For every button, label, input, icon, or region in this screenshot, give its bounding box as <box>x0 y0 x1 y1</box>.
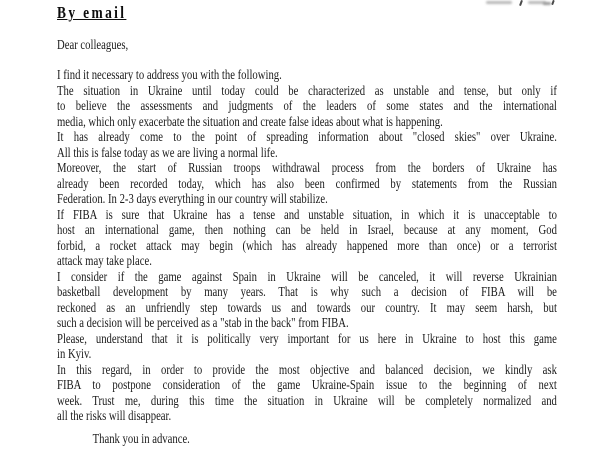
closing-line: Thank you in advance. <box>92 430 190 446</box>
body-line: Moreover, the start of Russian troops withdrawal process from the borders of Ukraine has <box>57 160 557 175</box>
body-line: such a decision will be perceived as a "stab in the back" from FIBA. <box>57 315 349 330</box>
body-line: attack may take place. <box>57 253 152 268</box>
body-line: If FIBA is sure that Ukraine has a tense and unstable situation, in which it is unacceptable to <box>57 206 557 222</box>
body-line: host an international game, then nothing can be held in Israel, because at any moment, God <box>57 222 557 237</box>
body-line: to believe the assessments and judgments of the leaders of some states and the international <box>57 98 557 113</box>
body-line: week. Trust me, during this time the situation in Ukraine will be completely normalized and <box>57 392 557 408</box>
body-line: I consider if the game against Spain in Ukraine will be canceled, it will reverse Ukrainian <box>57 268 557 284</box>
body-line: I find it necessary to address you with the following. <box>57 67 282 82</box>
body-line: Please, understand that it is politically very important for us here in Ukraine to host this game <box>57 330 557 346</box>
body-line: It has already come to the point of spreading information about "closed skies" over Ukraine. <box>57 129 557 144</box>
body-line: The situation in Ukraine until today could be characterized as unstable and tense, but only if <box>57 82 557 98</box>
body-line: forbid, a rocket attack may begin (which has already happened more than once) or a terrorist <box>57 237 557 253</box>
salutation: Dear colleagues, <box>57 37 129 52</box>
body-line: media, which only exacerbate the situation and create false ideas about what is happening. <box>57 113 443 129</box>
body-line: all the risks will disappear. <box>57 408 172 423</box>
body-line: in Kyiv. <box>57 346 92 361</box>
body-line: FIBA to postpone consideration of the game Ukraine-Spain issue to the beginning of next <box>57 377 557 392</box>
body-line: basketball development by many years. That is why such a decision of FIBA will be <box>57 284 557 299</box>
body-line: In this regard, in order to provide the most objective and balanced decision, we kindly ask <box>57 361 557 377</box>
body-line: reckoned as an unfriendly step towards us and towards our country. It may seem harsh, but <box>57 299 557 315</box>
letter-content <box>57 4 557 446</box>
body-line: Federation. In 2-3 days everything in our country will stabilize. <box>57 191 328 206</box>
letter-body <box>57 67 557 424</box>
body-line: already been recorded today, which has also been confirmed by statements from the Russian <box>57 175 557 191</box>
body-line: All this is false today as we are living a normal life. <box>57 144 278 160</box>
delivery-method-heading: By email <box>57 3 127 22</box>
